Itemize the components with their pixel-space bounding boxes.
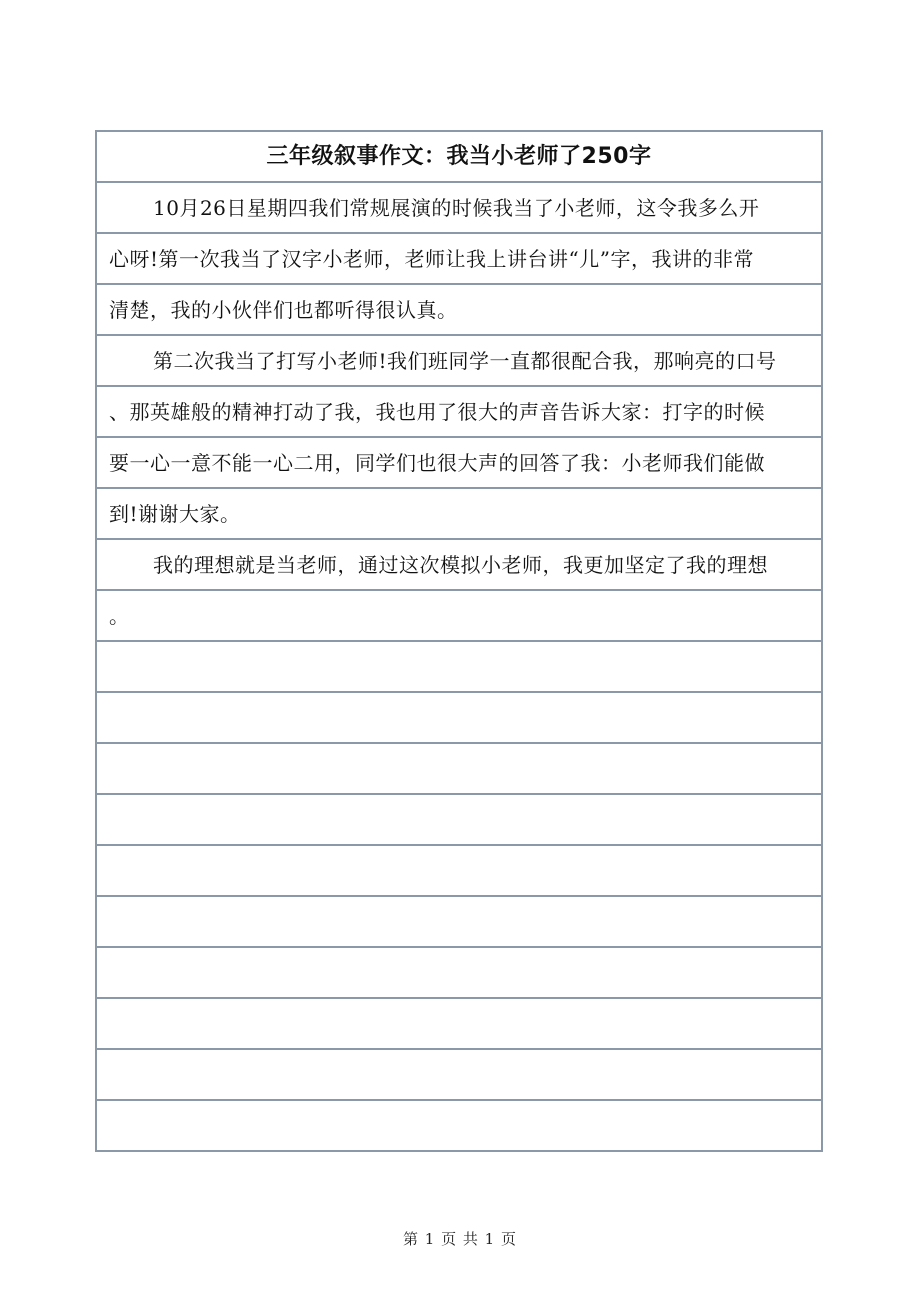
blank-ruled-line [97, 693, 821, 744]
essay-sheet [95, 130, 823, 1152]
blank-ruled-line [97, 1050, 821, 1101]
page-number: 第 1 页 共 1 页 [403, 1230, 517, 1248]
blank-ruled-line [97, 999, 821, 1050]
essay-title: 三年级叙事作文：我当小老师了250字 [97, 132, 821, 183]
blank-ruled-line [97, 897, 821, 948]
essay-line-8: 我的理想就是当老师，通过这次模拟小老师，我更加坚定了我的理想 [97, 540, 821, 591]
essay-line-4: 第二次我当了打写小老师!我们班同学一直都很配合我，那响亮的口号 [97, 336, 821, 387]
essay-line-7: 到!谢谢大家。 [97, 489, 821, 540]
blank-ruled-line [97, 948, 821, 999]
essay-line-1: 10月26日星期四我们常规展演的时候我当了小老师，这令我多么开 [97, 183, 821, 234]
essay-line-3: 清楚，我的小伙伴们也都听得很认真。 [97, 285, 821, 336]
essay-line-2: 心呀!第一次我当了汉字小老师，老师让我上讲台讲“儿”字，我讲的非常 [97, 234, 821, 285]
essay-line-5: 、那英雄般的精神打动了我，我也用了很大的声音告诉大家：打字的时候 [97, 387, 821, 438]
blank-ruled-line [97, 795, 821, 846]
essay-line-9: 。 [97, 591, 821, 642]
blank-ruled-line [97, 846, 821, 897]
essay-line-6: 要一心一意不能一心二用，同学们也很大声的回答了我：小老师我们能做 [97, 438, 821, 489]
blank-ruled-line [97, 642, 821, 693]
blank-ruled-line [97, 1101, 821, 1152]
blank-ruled-line [97, 744, 821, 795]
